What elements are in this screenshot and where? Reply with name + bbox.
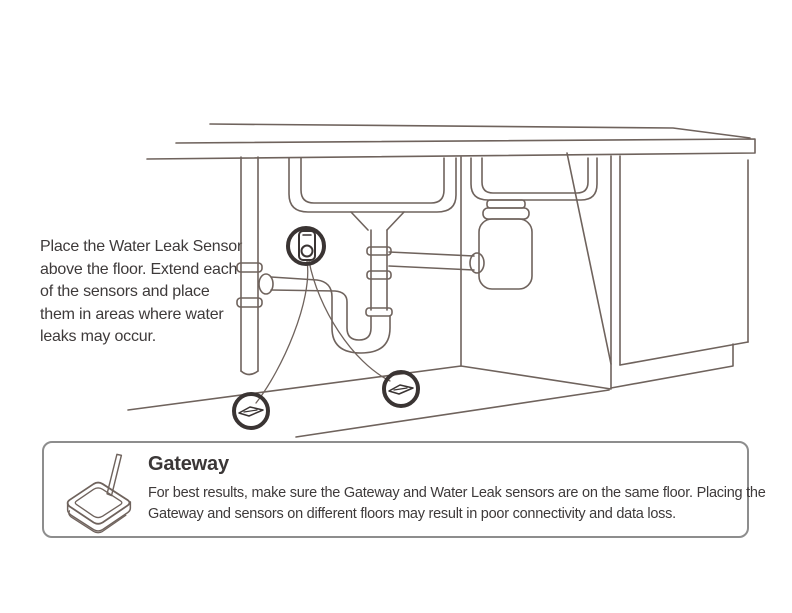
gateway-note-box (42, 441, 766, 538)
sensor-probe-right (384, 372, 418, 406)
countertop (147, 124, 755, 159)
water-leak-sensor-device (288, 228, 324, 264)
garbage-disposal (479, 200, 532, 289)
gateway-title: Gateway (148, 453, 229, 475)
cabinet-body (461, 153, 748, 388)
gateway-description-line: Gateway and sensors on different floors may result in poor connectivity and data loss. (148, 506, 676, 522)
instruction-line: above the floor. Extend each (40, 260, 238, 278)
instruction-line: of the sensors and place (40, 283, 210, 300)
floor-lines (128, 366, 611, 437)
gateway-description (148, 483, 766, 525)
gateway-description-line: For best results, make sure the Gateway and Water Leak sensors are on the same floor. Placing the (148, 485, 766, 501)
instruction-line: leaks may occur. (40, 328, 156, 345)
disposal-pipe (389, 252, 484, 273)
sensor-cable-left (256, 261, 308, 403)
instruction-line: them in areas where water (40, 305, 224, 323)
sensor-probe-left (234, 394, 268, 428)
supply-pipe (237, 157, 273, 375)
sink-basin-right (471, 158, 597, 200)
gateway-router-icon (58, 449, 140, 535)
sink-basin-left (289, 158, 456, 230)
instruction-line: Place the Water Leak Sensor (40, 238, 243, 255)
